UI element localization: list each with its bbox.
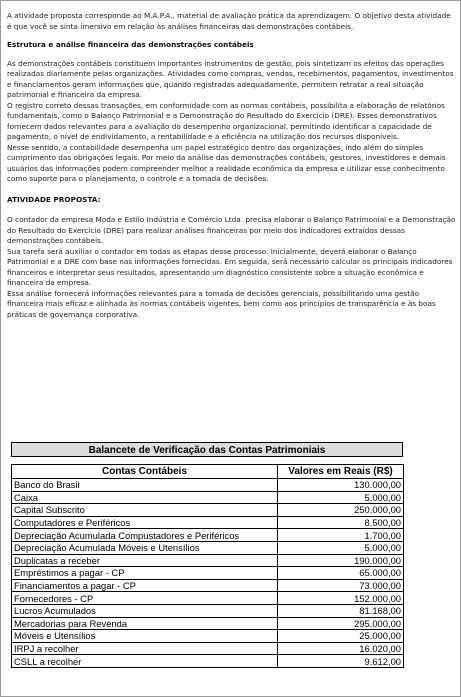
table-row: [12, 592, 404, 605]
account-value: 16.020,00: [278, 642, 404, 655]
table-row: [12, 630, 404, 643]
account-value: 152.000,00: [278, 592, 404, 605]
table-row: [12, 479, 404, 492]
column-header-values: Valores em Reais (R$): [278, 465, 404, 479]
body-paragraph: Nesse sentido, a contabilidade desempenha um papel estratégico dentro das organizações, indo além do simples cumprimento das obrigações legais. Por meio da análise das demonstrações contábeis, gestores, investidores e demais usuários das informações podem compreender melhor a realidade econômica da empresa e utilizar esse conhecimento como suporte para o planejamento, o controle e a tomada de decisões.: [7, 142, 446, 183]
account-value: 25.000,00: [278, 630, 404, 643]
document-body: [7, 11, 456, 320]
account-name: Capital Subscrito: [12, 504, 278, 517]
activity-paragraph: Essa análise fornecerá informações relevantes para a tomada de decisões gerenciais, possibilitando uma gestão financeira mais eficaz e alinhada às normas contábeis vigentes, bem como aos princípios de transparência e às boas práticas de governança corporativa.: [7, 288, 436, 319]
table-row: [12, 504, 404, 517]
intro-paragraph: A atividade proposta corresponde ao M.A.P.A., material de avaliação prática da aprendizagem. O objetivo desta atividade é que você se sinta imersivo em relação às análises financeiras das demonstrações contábeis.: [7, 11, 451, 31]
account-name: Caixa: [12, 491, 278, 504]
account-name: Computadores e Periféricos: [12, 516, 278, 529]
account-value: 65.000,00: [278, 567, 404, 580]
body-paragraph: As demonstrações contábeis constituem importantes instrumentos de gestão, pois sintetizam os efeitos das operações realizadas diariamente pelas organizações. Atividades como compras, vendas, recebimentos, pagamentos, investimentos e financiamentos geram informações que, quando registradas adequadamente, permitem retratar a real situação patrimonial e financeira da empresa.: [7, 58, 454, 99]
table-row: [12, 541, 404, 554]
account-value: 73.000,00: [278, 579, 404, 592]
account-value: 190.000,00: [278, 554, 404, 567]
account-value: 81.168,00: [278, 604, 404, 617]
account-name: CSLL a recolher: [12, 655, 278, 668]
activity-heading: ATIVIDADE PROPOSTA:: [7, 194, 101, 204]
table-row: [12, 604, 404, 617]
account-name: Empréstimos a pagar - CP: [12, 567, 278, 580]
account-value: 130.000,00: [278, 479, 404, 492]
activity-paragraph: Sua tarefa será auxiliar o contador em todas as etapas desse processo. Inicialmente, deverá elaborar o Balanço Patrimonial e a DRE com base nas informações fornecidas. Em seguida, será necessário calcular os principais indicadores financeiros e interpretar seus resultados, apresentando um diagnóstico consistente sobre a situação econômica e financeira da empresa.: [7, 246, 453, 287]
accounts-table: [11, 464, 404, 668]
account-name: Móveis e Utensílios: [12, 630, 278, 643]
account-value: 5.000,00: [278, 541, 404, 554]
table-row: [12, 655, 404, 668]
table-row: [12, 491, 404, 504]
account-name: Fornecedores - CP: [12, 592, 278, 605]
table-row: [12, 617, 404, 630]
account-name: Financiamentos a pagar - CP: [12, 579, 278, 592]
column-header-accounts: Contas Contábeis: [12, 465, 278, 479]
activity-paragraph: O contador da empresa Moda e Estilo Indústria e Comércio Ltda. precisa elaborar o Balanço Patrimonial e a Demonstração do Resultado do Exercício (DRE) para realizar análises financeiras por meio dos indicadores extraídos dessas demonstrações contábeis.: [7, 215, 456, 245]
account-name: Depreciação Acumulada Móveis e Utensílios: [12, 541, 278, 554]
account-name: Banco do Brasil: [12, 479, 278, 492]
table-row: [12, 642, 404, 655]
account-value: 9.612,00: [278, 655, 404, 668]
account-name: Mercadorias para Revenda: [12, 617, 278, 630]
table-title: Balancete de Verificação das Contas Patrimoniais: [11, 442, 403, 457]
account-value: 5.000,00: [278, 491, 404, 504]
section-heading: Estrutura e análise financeira das demonstrações contábeis: [7, 40, 254, 49]
account-value: 1.700,00: [278, 529, 404, 542]
table-row: [12, 516, 404, 529]
account-name: IRPJ a recolher: [12, 642, 278, 655]
body-paragraph: O registro correto dessas transações, em conformidade com as normas contábeis, possibilita a elaboração de relatórios fundamentais, como o Balanço Patrimonial e a Demonstração do Resultado do Exercício (DRE). Esses demonstrativos fornecem dados relevantes para a avaliação do desempenho organizacional, permitindo identificar a capacidade de pagamento, o nível de endividamento, a rentabilidade e a eficiência na utilização dos recursos disponíveis.: [7, 100, 445, 141]
table-row: [12, 529, 404, 542]
account-value: 8.500,00: [278, 516, 404, 529]
trial-balance: [11, 442, 403, 668]
account-value: 250.000,00: [278, 504, 404, 517]
account-name: Duplicatas a receber: [12, 554, 278, 567]
account-name: Lucros Acumulados: [12, 604, 278, 617]
table-row: [12, 554, 404, 567]
account-name: Depreciação Acumulada Compustadores e Periféricos: [12, 529, 278, 542]
table-row: [12, 579, 404, 592]
account-value: 295.000,00: [278, 617, 404, 630]
table-header-row: [12, 465, 404, 479]
table-row: [12, 567, 404, 580]
